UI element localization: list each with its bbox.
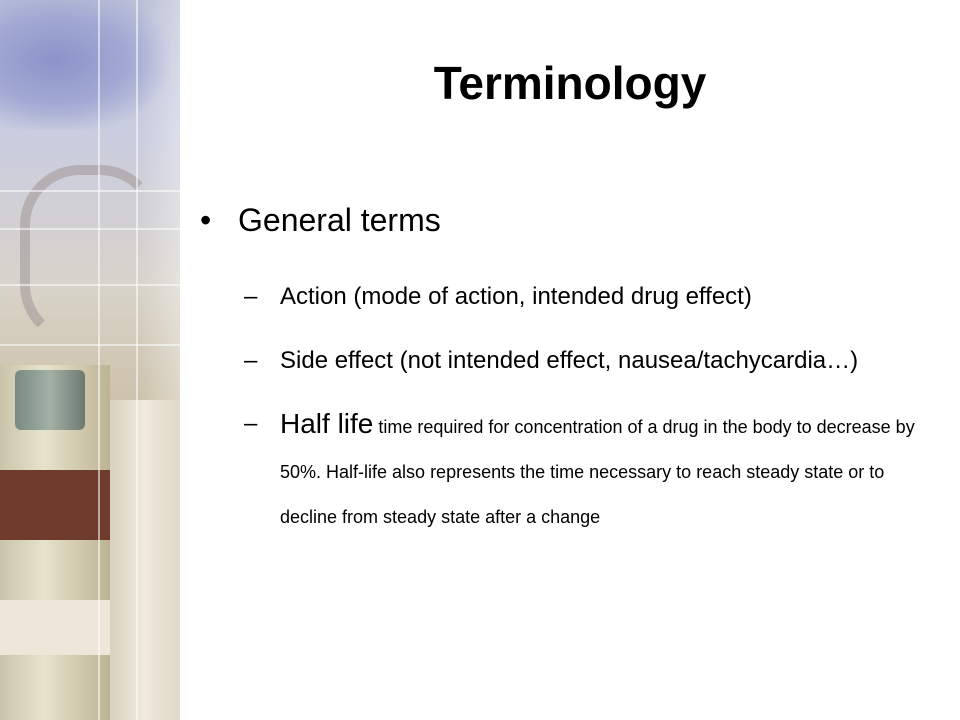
slide-content xyxy=(200,196,940,539)
slide-title: Terminology xyxy=(433,57,707,109)
decorative-photo-strip xyxy=(0,0,180,720)
bullet-text: General terms xyxy=(238,202,441,238)
dash-marker: – xyxy=(244,283,258,310)
sub-item-text: Side effect (not intended effect, nausea/tachycardia…) xyxy=(280,347,859,374)
half-life-definition: time required for concentration of a drug in the body to decrease by 50%. Half-life also represents the time necessary to reach steady state or to decline from steady state after a change xyxy=(280,417,915,527)
half-life-term: Half life xyxy=(280,408,374,439)
sub-item-side-effect xyxy=(200,338,940,384)
sub-item-text: Action (mode of action, intended drug effect) xyxy=(280,283,752,310)
sub-item-action xyxy=(200,274,940,320)
dash-marker: – xyxy=(244,410,258,437)
sub-item-half-life xyxy=(200,402,940,539)
bullet-marker: • xyxy=(200,202,212,238)
strip-fade xyxy=(140,0,180,720)
dash-marker: – xyxy=(244,347,258,374)
bullet-general-terms xyxy=(200,196,940,244)
